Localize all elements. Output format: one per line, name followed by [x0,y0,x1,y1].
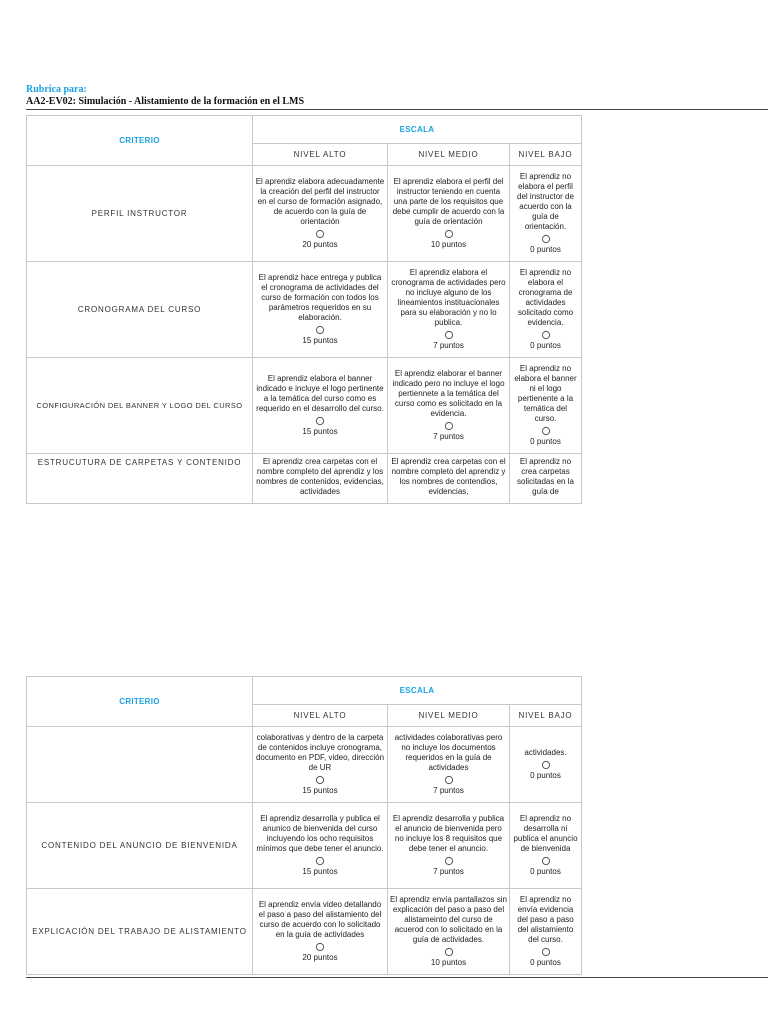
level-points: 15 puntos [302,786,338,795]
nivel-alto-header: NIVEL ALTO [253,705,388,727]
level-points: 15 puntos [302,867,338,876]
nivel-alto-cell [253,262,388,358]
level-points: 15 puntos [302,427,338,436]
level-points: 7 puntos [433,341,464,350]
radio-option-icon[interactable] [444,947,454,957]
table-row [27,727,582,803]
nivel-bajo-cell [510,803,582,889]
level-points: 0 puntos [530,958,561,967]
nivel-medio-header: NIVEL MEDIO [388,705,510,727]
table-row [27,166,582,262]
level-description: El aprendiz hace entrega y publica el cronograma de actividades del curso de formación con todos los parámetros requeridos en su elaboración. [258,273,382,322]
radio-option-icon[interactable] [541,856,551,866]
escala-header: ESCALA [253,116,582,144]
level-points: 7 puntos [433,432,464,441]
nivel-medio-cell [388,889,510,975]
rubric-label: Rubrica para: [26,84,87,95]
radio-option-icon[interactable] [541,330,551,340]
table-row [27,262,582,358]
level-description: El aprendiz envía pantallazos sin explicación del paso a paso del alistameinto del curso de acuerod con lo solicitado en la guía de actividades. [390,895,507,944]
level-points: 10 puntos [430,958,467,967]
nivel-medio-cell [388,454,510,504]
radio-option-icon[interactable] [444,330,454,340]
nivel-bajo-cell [510,262,582,358]
nivel-alto-cell [253,889,388,975]
radio-option-icon[interactable] [315,229,325,239]
level-description: El aprendiz elaborar el banner indicado pero no incluye el logo pertiennete a la temática del curso como es solicitado en la evidencia. [392,369,505,418]
nivel-bajo-cell [510,889,582,975]
level-points: 0 puntos [530,771,561,780]
nivel-medio-cell [388,803,510,889]
criterion-label: CONTENIDO DEL ANUNCIO DE BIENVENIDA [27,803,253,889]
level-points: 0 puntos [530,341,561,350]
level-description: actividades colaborativas pero no incluye los documentos requeridos en la guía de actividades [394,733,503,772]
nivel-bajo-cell [510,727,582,803]
nivel-alto-cell [253,454,388,504]
table-row [27,803,582,889]
level-description: actividades. [524,748,567,757]
rubric-table-2 [26,676,582,975]
nivel-medio-header: NIVEL MEDIO [388,144,510,166]
level-description: El aprendiz no crea carpetas solicitadas en la guía de [517,457,574,496]
level-description: El aprendiz elabora el banner indicado e incluye el logo pertinente a la temática del curso como es requerido en el desarrollo del curso. [256,374,384,413]
radio-option-icon[interactable] [315,856,325,866]
nivel-medio-cell [388,166,510,262]
level-description: El aprendiz envía video detallando el paso a paso del alistamiento del curso de acuerdo con lo solicitado en la guía de actividades [258,900,382,939]
nivel-medio-cell [388,727,510,803]
level-description: El aprendiz desarrolla y publica el anuncio de bienvenida pero no incluye los 8 requisitos que debe tener el anuncio. [392,814,505,853]
level-points: 20 puntos [302,953,338,962]
nivel-bajo-cell [510,358,582,454]
radio-option-icon[interactable] [444,775,454,785]
nivel-medio-cell [388,358,510,454]
nivel-medio-cell [388,262,510,358]
criterion-label: CRONOGRAMA DEL CURSO [27,262,253,358]
level-description: El aprendiz no desarrolla ni publica el anuncio de bienvenida [513,814,578,853]
level-points: 0 puntos [530,245,561,254]
level-description: El aprendiz crea carpetas con el nombre completo del aprendiz y los nombres de contendios, evidencias, [391,457,506,496]
escala-header: ESCALA [253,677,582,705]
level-description: colaborativas y dentro de la carpeta de contenidos incluye cronograma, documento en PDF, video, dirección de UR [255,733,385,772]
footer-divider [26,977,768,978]
nivel-bajo-cell [510,166,582,262]
level-description: El aprendiz no elabora el perfil del instructor de acuerdo con la guía de orientación. [517,172,574,231]
rubric-table-1 [26,115,582,504]
radio-option-icon[interactable] [444,856,454,866]
criterio-header: CRITERIO [27,116,253,166]
level-points: 0 puntos [530,867,561,876]
level-description: El aprendiz elabora el perfil del instructor teniendo en cuenta una parte de los requisitos que debe cumplir de acuerdo con la guía de orientación [392,177,505,226]
radio-option-icon[interactable] [541,426,551,436]
nivel-alto-header: NIVEL ALTO [253,144,388,166]
criterion-label [27,727,253,803]
nivel-alto-cell [253,166,388,262]
criterion-label: EXPLICACIÓN DEL TRABAJO DE ALISTAMIENTO [27,889,253,975]
level-points: 20 puntos [302,240,338,249]
level-description: El aprendiz elabora adecuadamente la creación del perfil del instructor en el curso de formación asignado, de acuerdo con la guía de orientación [255,177,385,226]
header-divider [26,109,768,110]
radio-option-icon[interactable] [541,234,551,244]
level-points: 0 puntos [530,437,561,446]
radio-option-icon[interactable] [315,416,325,426]
nivel-bajo-cell [510,454,582,504]
radio-option-icon[interactable] [315,775,325,785]
level-points: 7 puntos [433,867,464,876]
radio-option-icon[interactable] [541,947,551,957]
level-points: 15 puntos [302,336,338,345]
radio-option-icon[interactable] [444,421,454,431]
criterion-label: ESTRUCUTURA DE CARPETAS Y CONTENIDO [27,454,253,504]
nivel-bajo-header: NIVEL BAJO [510,705,582,727]
radio-option-icon[interactable] [444,229,454,239]
level-points: 10 puntos [430,240,467,249]
nivel-bajo-header: NIVEL BAJO [510,144,582,166]
nivel-alto-cell [253,803,388,889]
radio-option-icon[interactable] [315,942,325,952]
level-description: El aprendiz elabora el cronograma de actividades pero no incluye alguno de los lineamientos instituacionales para su elaboración y no lo publica. [391,268,506,327]
level-description: El aprendiz no elabora el banner ni el logo pertienente a la temática del curso. [514,364,577,423]
level-description: El aprendiz crea carpetas con el nombre completo del aprendiz y los nombres de contenidos, evidencias, actividades [256,457,384,496]
nivel-alto-cell [253,358,388,454]
criterion-label: PERFIL INSTRUCTOR [27,166,253,262]
criterion-label: CONFIGURACIÓN DEL BANNER Y LOGO DEL CURSO [27,358,253,454]
table-row [27,889,582,975]
criterio-header: CRITERIO [27,677,253,727]
nivel-alto-cell [253,727,388,803]
level-description: El aprendiz no envía evidencia del paso a paso del alistamiento del curso. [517,895,574,944]
radio-option-icon[interactable] [315,325,325,335]
rubric-title: AA2-EV02: Simulación - Alistamiento de la formación en el LMS [26,96,305,107]
table-row [27,454,582,504]
level-description: El aprendiz no elabora el cronograma de actividades solicitado como evidencia. [517,268,574,327]
radio-option-icon[interactable] [541,760,551,770]
table-row [27,358,582,454]
level-points: 7 puntos [433,786,464,795]
level-description: El aprendiz desarrolla y publica el anunico de bienvenida del curso incluyendo los ocho requisitos mínimos que debe tener el anuncio. [256,814,384,853]
